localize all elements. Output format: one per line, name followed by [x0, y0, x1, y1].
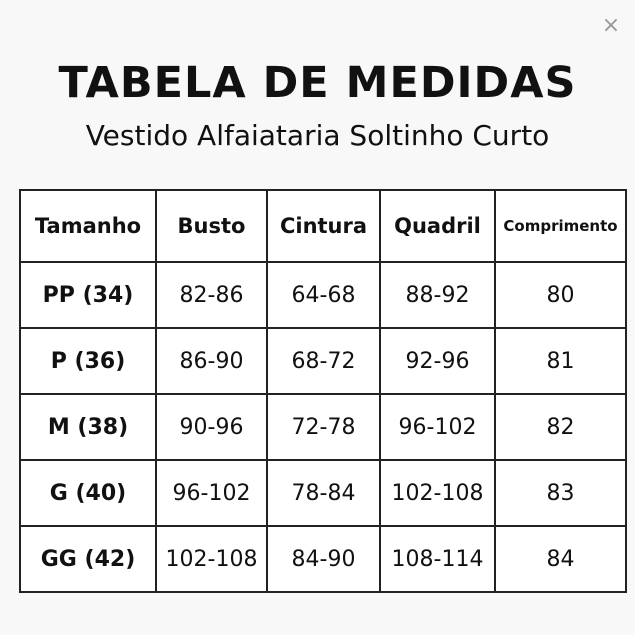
bust-cell: 86-90	[156, 328, 267, 394]
length-cell: 82	[495, 394, 626, 460]
table-row	[20, 328, 626, 394]
waist-cell: 72-78	[267, 394, 380, 460]
size-cell: M (38)	[20, 394, 156, 460]
table-row	[20, 262, 626, 328]
size-cell: GG (42)	[20, 526, 156, 592]
header-waist: Cintura	[267, 190, 380, 262]
length-cell: 83	[495, 460, 626, 526]
hip-cell: 96-102	[380, 394, 495, 460]
waist-cell: 64-68	[267, 262, 380, 328]
hip-cell: 108-114	[380, 526, 495, 592]
hip-cell: 92-96	[380, 328, 495, 394]
length-cell: 84	[495, 526, 626, 592]
table-header-row	[20, 190, 626, 262]
bust-cell: 82-86	[156, 262, 267, 328]
header-bust: Busto	[156, 190, 267, 262]
hip-cell: 88-92	[380, 262, 495, 328]
bust-cell: 96-102	[156, 460, 267, 526]
waist-cell: 78-84	[267, 460, 380, 526]
page-title: TABELA DE MEDIDAS	[58, 58, 577, 108]
table-row	[20, 526, 626, 592]
bust-cell: 102-108	[156, 526, 267, 592]
length-cell: 81	[495, 328, 626, 394]
waist-cell: 68-72	[267, 328, 380, 394]
header-size: Tamanho	[20, 190, 156, 262]
size-table	[19, 189, 627, 593]
size-cell: G (40)	[20, 460, 156, 526]
hip-cell: 102-108	[380, 460, 495, 526]
bust-cell: 90-96	[156, 394, 267, 460]
size-cell: P (36)	[20, 328, 156, 394]
product-subtitle: Vestido Alfaiataria Soltinho Curto	[85, 119, 550, 152]
size-cell: PP (34)	[20, 262, 156, 328]
length-cell: 80	[495, 262, 626, 328]
close-icon[interactable]: ×	[601, 13, 621, 38]
header-length: Comprimento	[495, 190, 626, 262]
table-row	[20, 394, 626, 460]
table-row	[20, 460, 626, 526]
waist-cell: 84-90	[267, 526, 380, 592]
header-hip: Quadril	[380, 190, 495, 262]
